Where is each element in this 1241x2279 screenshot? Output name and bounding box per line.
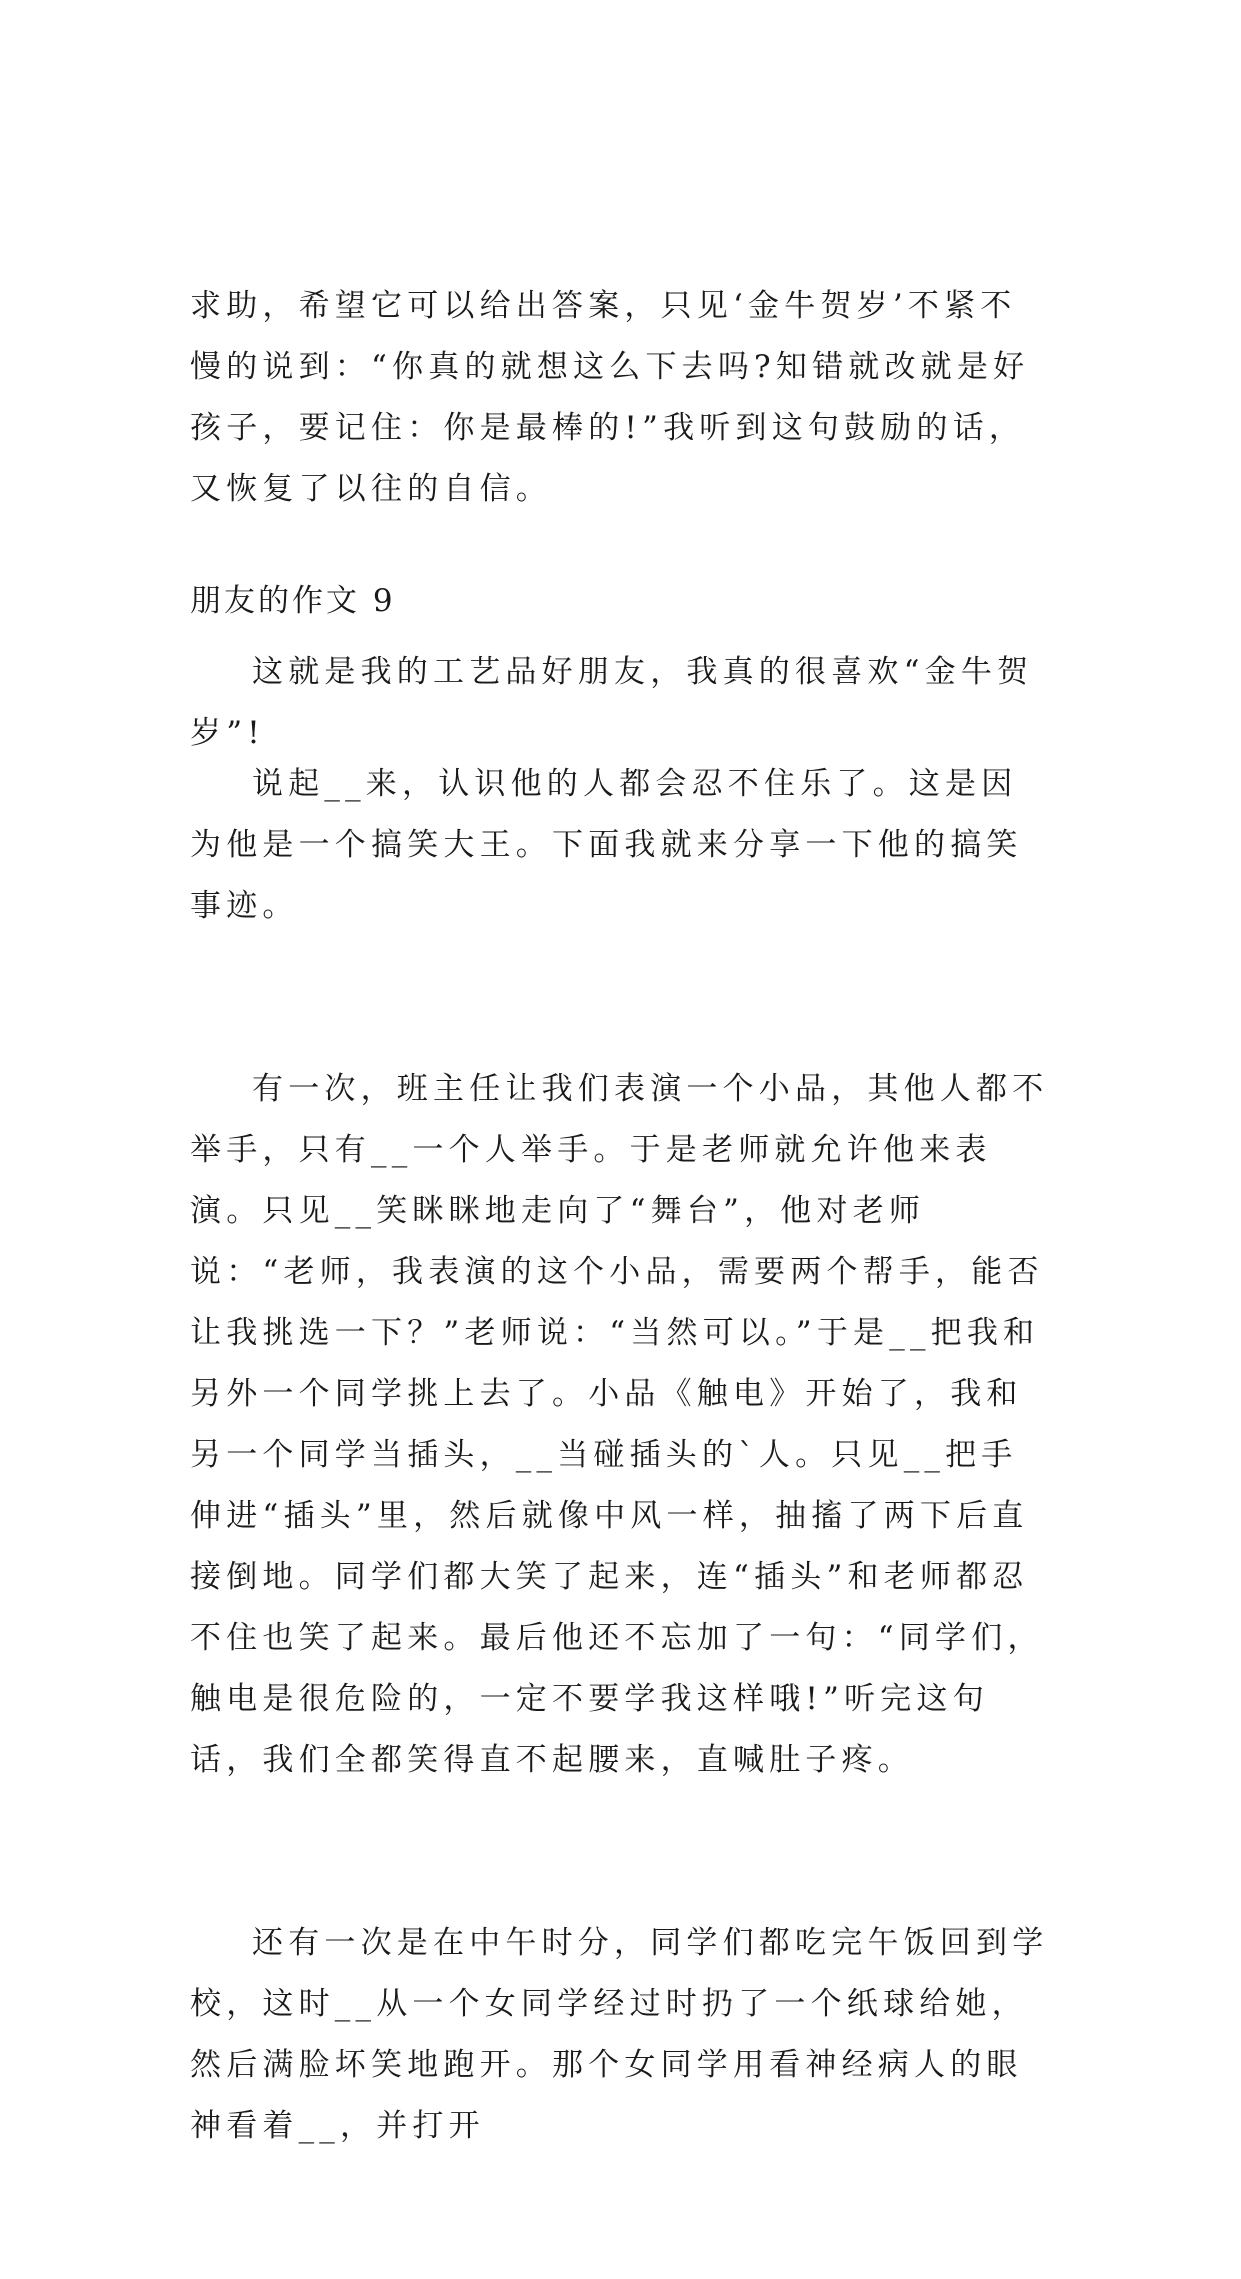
- paragraph-2: 有一次，班主任让我们表演一个小品，其他人都不举手，只有__一个人举手。于是老师就允许他来表演。只见__笑眯眯地走向了“舞台”，他对老师说：“老师，我表演的这个小品，需要两个帮手，能否让我挑选一下？”老师说：“当然可以。”于是__把我和另外一个同学挑上去了。小品《触电》开始了，我和另一个同学当插头，__当碰插头的`人。只见__把手伸进“插头”里，然后就像中风一样，抽搐了两下后直接倒地。同学们都大笑了起来，连“插头”和老师都忍不住也笑了起来。最后他还不忘加了一句：“同学们，触电是很危险的，一定不要学我这样哦!”听完这句话，我们全都笑得直不起腰来，直喊肚子疼。: [190, 1071, 1049, 1778]
- section-title: 朋友的作文 9: [190, 583, 396, 619]
- paragraph-closing: 这就是我的工艺品好朋友，我真的很喜欢“金牛贺岁”!: [190, 654, 1034, 751]
- section-body: [190, 632, 1050, 2279]
- paragraph-continued: 求助，希望它可以给出答案，只见‘金牛贺岁’不紧不慢的说到：“你真的就想这么下去吗?知错就改就是好孩子，要记住：你是最棒的!”我听到这句鼓励的话，又恢复了以往的自信。: [190, 288, 1030, 507]
- paragraph-1: 说起__来，认识他的人都会忍不住乐了。这是因为他是一个搞笑大王。下面我就来分享一下他的搞笑事迹。: [190, 766, 1023, 924]
- paragraph-3: 还有一次是在中午时分，同学们都吃完午饭回到学校，这时__从一个女同学经过时扔了一个纸球给她，然后满脸坏笑地跑开。那个女同学用看神经病人的眼神看着__，并打开: [190, 1925, 1049, 2144]
